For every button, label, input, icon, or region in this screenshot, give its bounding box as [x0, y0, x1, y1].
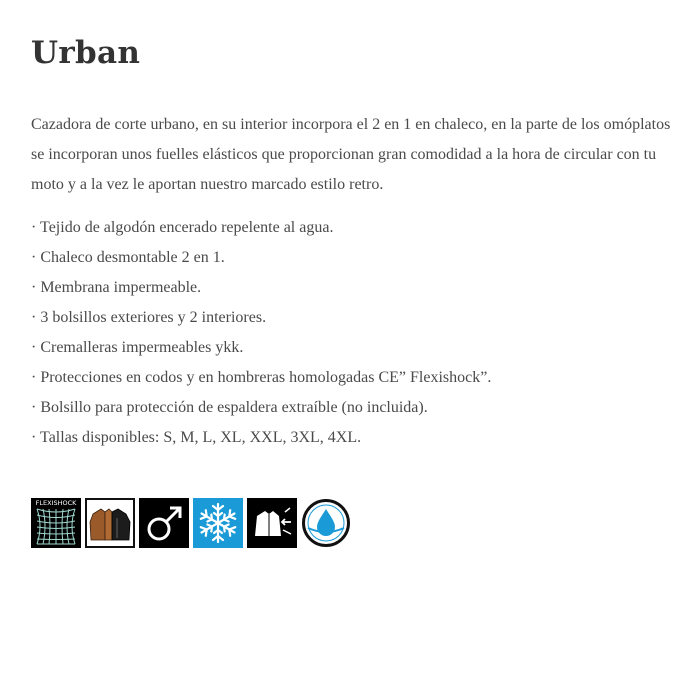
feature-list	[31, 213, 491, 453]
product-title: Urban	[31, 35, 141, 71]
feature-icons	[31, 498, 351, 548]
list-item: · Chaleco desmontable 2 en 1.	[31, 249, 225, 266]
product-description: Cazadora de corte urbano, en su interior incorpora el 2 en 1 en chaleco, en la parte de los omóplatos se incorporan unos fuelles elásticos que proporcionan gran comodidad a la hora de circular con tu moto y a la vez le aportan nuestro marcado estilo retro.	[31, 116, 671, 193]
male-icon	[139, 498, 189, 548]
list-item: · Membrana impermeable.	[31, 279, 202, 296]
flexishock-icon	[31, 498, 81, 548]
list-item: · Protecciones en codos y en hombreras homologadas CE” Flexishock”.	[31, 369, 492, 386]
list-item: · Tejido de algodón encerado repelente al agua.	[31, 219, 334, 236]
snowflake-icon	[193, 498, 243, 548]
flexishock-label: FLEXISHOCK	[35, 499, 77, 507]
list-item: · Cremalleras impermeables ykk.	[31, 339, 244, 356]
jacket-2in1-icon	[85, 498, 135, 548]
waterproof-drop-icon	[301, 498, 351, 548]
list-item: · Tallas disponibles: S, M, L, XL, XXL, 3XL, 4XL.	[31, 429, 362, 446]
wind-jacket-icon	[247, 498, 297, 548]
list-item: · Bolsillo para protección de espaldera extraíble (no incluida).	[31, 399, 428, 416]
list-item: · 3 bolsillos exteriores y 2 interiores.	[31, 309, 267, 326]
